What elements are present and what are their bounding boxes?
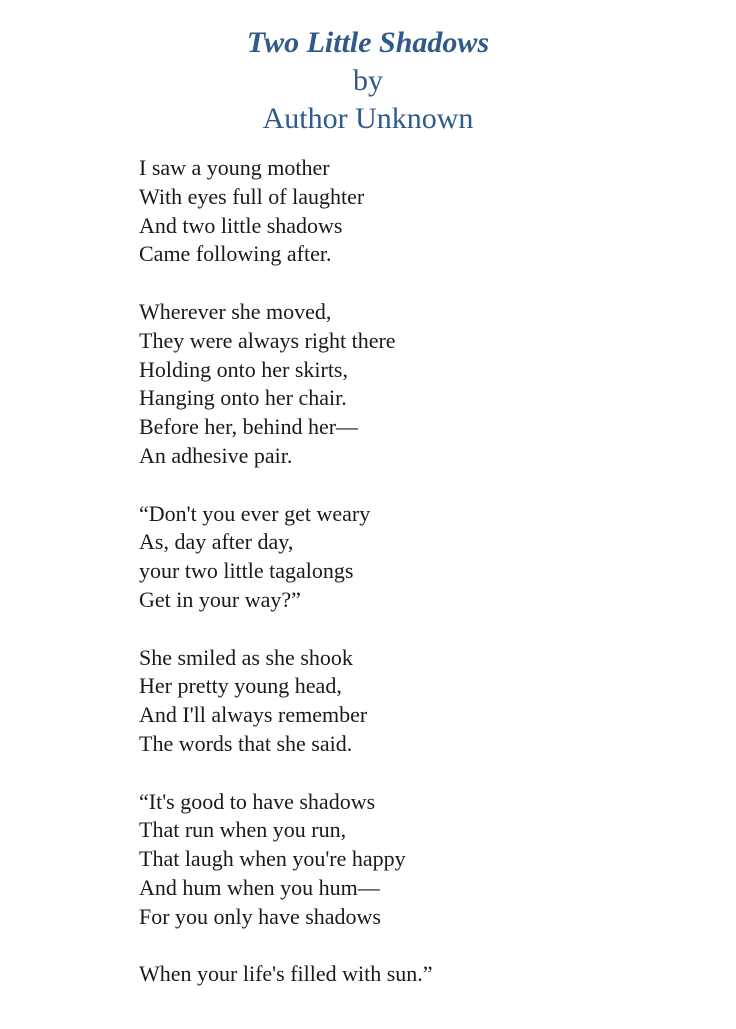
poem-line: Wherever she moved, [139, 298, 332, 324]
poem-line: That laugh when you're happy [139, 846, 406, 872]
poem-line: Before her, behind her— [139, 414, 359, 440]
poem-line: They were always right there [139, 327, 396, 353]
poem-line: The words that she said. [139, 730, 353, 756]
poem-line: She smiled as she shook [139, 644, 353, 670]
poem-line: “Don't you ever get weary [139, 500, 371, 526]
poem-line: And two little shadows [139, 212, 343, 238]
poem-line: “It's good to have shadows [139, 788, 376, 814]
poem-line: And I'll always remember [139, 702, 368, 728]
poem-line: I saw a young mother [139, 155, 330, 180]
poem-line: your two little tagalongs [139, 558, 354, 584]
poem-line: Hanging onto her chair. [139, 385, 347, 411]
poem-line: For you only have shadows [139, 903, 381, 929]
stanza-1 [139, 154, 699, 269]
poem-byline: by [353, 64, 383, 97]
poem-body [139, 154, 699, 1018]
poem-line: An adhesive pair. [139, 442, 293, 468]
poem-header [0, 24, 736, 138]
poem-title: Two Little Shadows [246, 26, 490, 59]
poem-line: Get in your way?” [139, 586, 301, 612]
poem-line: When your life's filled with sun.” [139, 961, 433, 987]
stanza-5 [139, 788, 699, 932]
poem-line: Her pretty young head, [139, 673, 342, 699]
stanza-4 [139, 644, 699, 759]
poem-line: As, day after day, [139, 529, 294, 555]
stanza-2 [139, 298, 699, 471]
poem-line: That run when you run, [139, 817, 347, 843]
poem-line: Holding onto her skirts, [139, 356, 348, 382]
poem-line: And hum when you hum— [139, 874, 380, 900]
stanza-6 [139, 960, 699, 989]
stanza-3 [139, 500, 699, 615]
poem-author: Author Unknown [262, 102, 474, 135]
poem-line: With eyes full of laughter [139, 183, 365, 209]
poem-line: Came following after. [139, 241, 332, 267]
